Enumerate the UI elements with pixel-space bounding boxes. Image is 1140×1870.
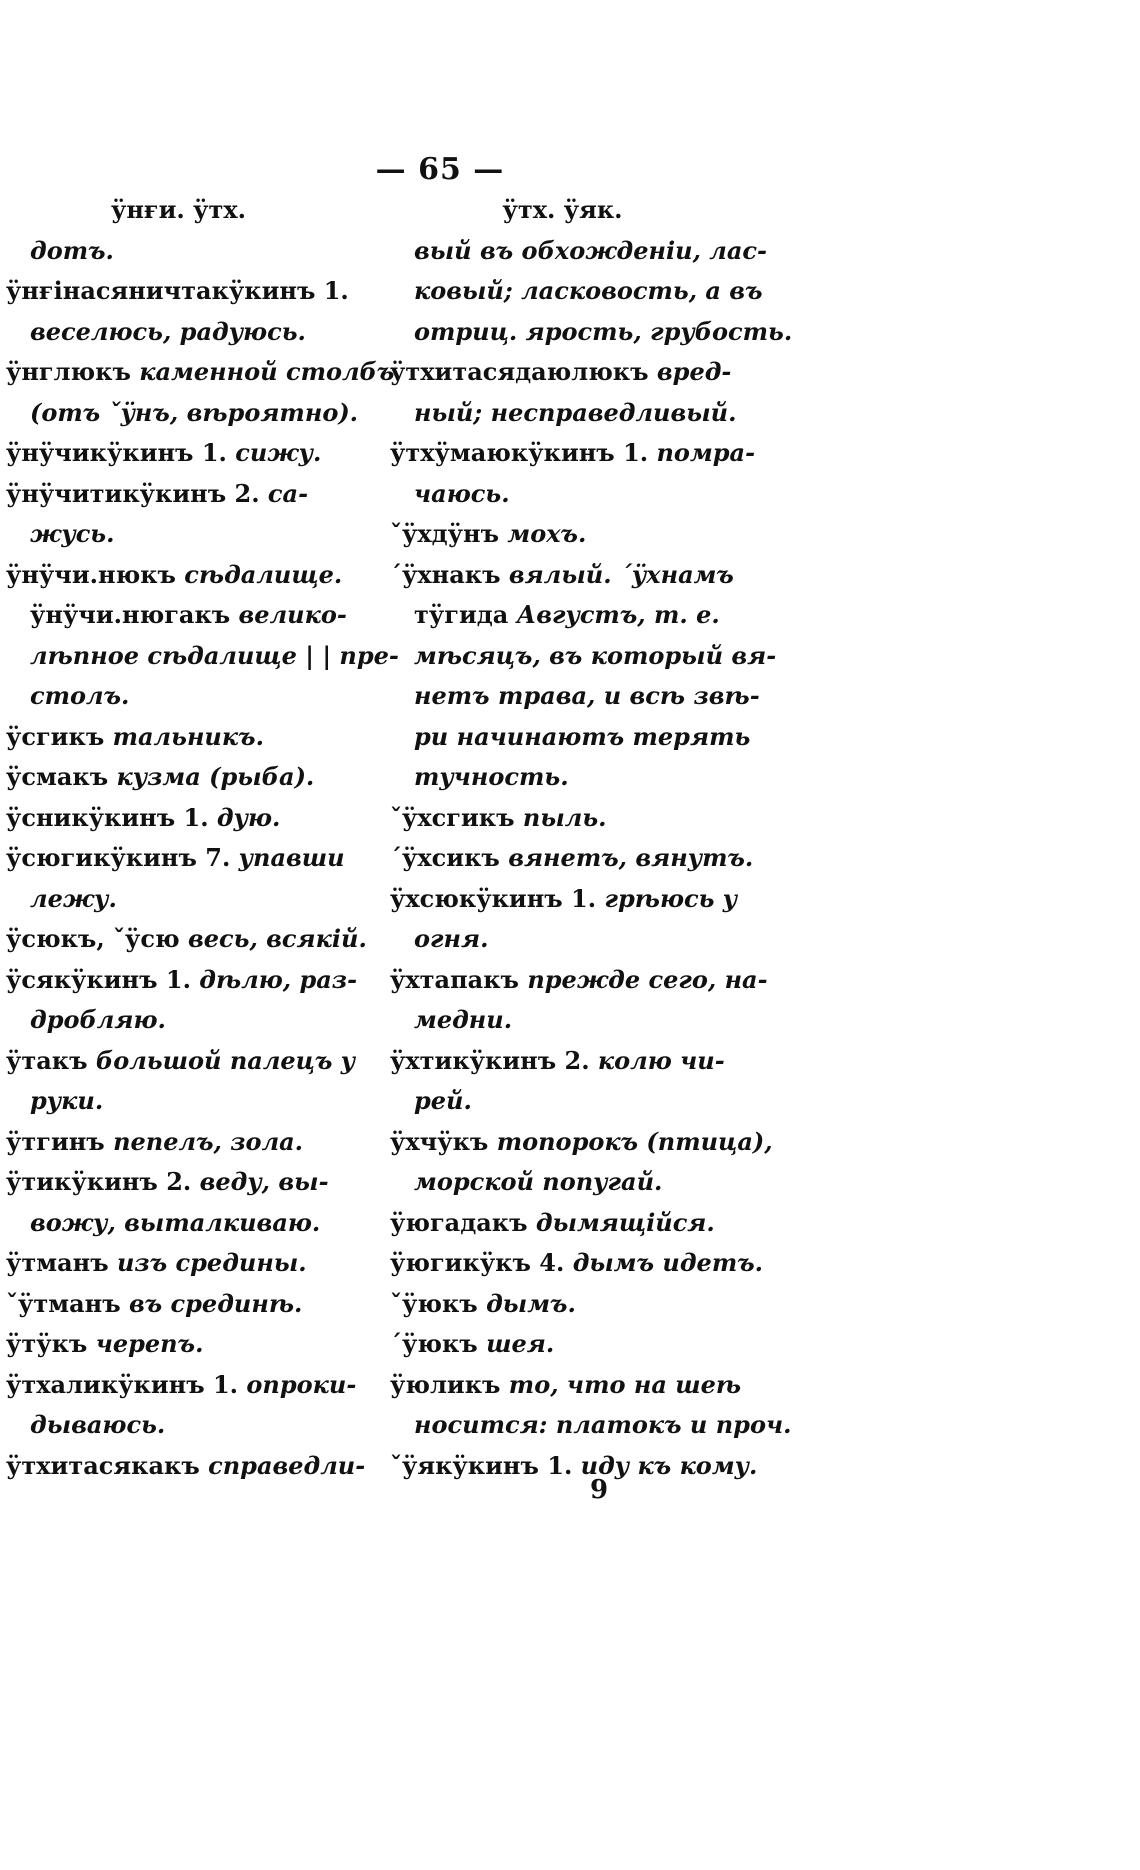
definition: Августъ, т. е. (516, 600, 720, 629)
headword: ӱтхитасякакъ (6, 1450, 209, 1480)
definition: то, что на шеѣ (508, 1369, 742, 1399)
entry-line (390, 555, 735, 596)
entry-line (6, 1324, 351, 1365)
entry-line (390, 231, 767, 272)
headword: ˇӱюкъ (390, 1288, 487, 1318)
definition: лѣпное сѣдалище | | пре- (30, 640, 399, 670)
headword: ˇӱякӱкинъ 1. (390, 1450, 581, 1480)
entry-line (390, 514, 735, 555)
definition: кузма (рыба). (116, 762, 315, 791)
definition: сижу. (235, 438, 322, 467)
headword: ӱхсюкӱкинъ 1. (390, 883, 605, 913)
entry-line (6, 555, 351, 596)
entry-line (6, 1081, 351, 1122)
entry-line (390, 676, 760, 717)
definition: мѣсяцъ, въ который вя- (414, 640, 777, 670)
signature-mark: 9 (590, 1475, 609, 1505)
entry-line (390, 1041, 735, 1082)
definition: вянетъ, вянутъ. (508, 843, 754, 872)
definition: дѣлю, раз- (199, 964, 358, 994)
entry-line (6, 271, 351, 312)
entry-line (6, 960, 358, 1001)
headword: ˊӱюкъ (390, 1329, 487, 1358)
headword: ˇӱхдӱнъ (390, 519, 508, 548)
headword: ӱтгинъ (6, 1126, 114, 1156)
headword: ˇӱтманъ (6, 1288, 129, 1318)
entry-line (390, 1405, 792, 1446)
entry-line (6, 393, 359, 434)
entry-line (6, 433, 351, 474)
definition: дымъ. (486, 1288, 576, 1318)
headword: ӱюгикӱкъ 4. (390, 1248, 573, 1277)
headword: ӱтикӱкинъ 2. (6, 1167, 200, 1196)
headword: ӱсюкъ, ˇӱсю (6, 924, 188, 953)
headword: ӱнӱчи.нюкъ (6, 559, 185, 589)
definition: медни. (414, 1005, 513, 1034)
entry-line (390, 1284, 735, 1325)
entry-line (390, 595, 735, 636)
page-number: — 65 — (375, 152, 505, 187)
entry-line (6, 838, 351, 879)
definition: тучность. (414, 762, 569, 791)
definition: велико- (238, 600, 347, 629)
headword: ӱтманъ (6, 1248, 117, 1277)
definition: весь, всякій. (187, 924, 367, 953)
entry-line (390, 838, 754, 879)
definition: чаюсь. (414, 478, 510, 508)
headword: ӱтӱкъ (6, 1329, 96, 1358)
definition: каменной столбъ (139, 357, 395, 386)
headword: ӱсюгикӱкинъ 7. (6, 843, 239, 872)
headword: ӱсникӱкинъ 1. (6, 802, 217, 832)
entry-line (6, 595, 351, 636)
definition: дываюсь. (30, 1410, 166, 1439)
definition: иду къ кому. (580, 1450, 758, 1480)
definition: рей. (414, 1086, 472, 1115)
entry-line (390, 1162, 735, 1203)
entry-line (390, 1081, 735, 1122)
headword: ˊӱхнакъ (390, 559, 509, 589)
entry-line (6, 1284, 351, 1325)
definition: огня. (414, 924, 489, 953)
headword: ӱнӱчитикӱкинъ 2. (6, 478, 268, 508)
definition: са- (267, 478, 309, 508)
entry-line (6, 514, 351, 555)
headword: ӱюликъ (390, 1369, 509, 1399)
definition: дробляю. (30, 1005, 166, 1034)
entry-line (390, 717, 751, 758)
right-column (390, 190, 793, 1486)
definition: ный; несправедливый. (414, 397, 737, 427)
definition: дымъ идетъ. (572, 1248, 764, 1277)
definition: мохъ. (507, 519, 587, 548)
definition: опроки- (246, 1369, 357, 1399)
entry-line (6, 352, 395, 393)
definition: веду, вы- (199, 1167, 329, 1196)
definition: лежу. (30, 883, 117, 913)
definition: дымящійся. (535, 1207, 715, 1237)
left-entries (6, 231, 399, 1487)
definition: дотъ. (30, 235, 114, 265)
right-column-header: ӱтх. ӱяк. (502, 195, 623, 224)
headword: ӱхтикӱкинъ 2. (390, 1045, 598, 1075)
entry-line (6, 676, 351, 717)
definition: руки. (30, 1086, 104, 1115)
entry-line (390, 919, 735, 960)
definition: шея. (486, 1329, 555, 1358)
entry-line (6, 1365, 357, 1406)
definition: прежде сего, на- (527, 964, 768, 994)
entry-line (6, 1000, 351, 1041)
entry-line (390, 474, 735, 515)
definition: отриц. ярость, грубость. (414, 316, 793, 346)
entry-line (6, 636, 399, 677)
definition: носится: платокъ и проч. (414, 1410, 792, 1439)
definition: грѣюсь у (604, 883, 738, 913)
headword: ӱтхаликӱкинъ 1. (6, 1369, 247, 1399)
headword: ӱсякӱкинъ 1. (6, 964, 200, 994)
definition: ри начинаютъ терять (414, 721, 751, 751)
definition: топорокъ (птица), (496, 1126, 773, 1156)
entry-line (390, 271, 763, 312)
headword: ˇӱхсгикъ (390, 802, 523, 832)
definition: морской попугай. (414, 1167, 663, 1196)
definition: пепелъ, зола. (113, 1126, 304, 1156)
entry-line (390, 1365, 742, 1406)
definition: изъ средины. (116, 1248, 307, 1277)
entry-line (390, 1446, 758, 1487)
entry-line (390, 879, 738, 920)
definition: вялый. ˊӱхнамъ (508, 559, 734, 589)
definition: вожу, выталкиваю. (30, 1207, 321, 1237)
headword: ӱхтапакъ (390, 964, 528, 994)
entry-line (390, 1324, 735, 1365)
headword: ӱнӱчи.нюгакъ (30, 600, 239, 629)
entry-line (6, 1243, 351, 1284)
headword: ӱюгадакъ (390, 1207, 536, 1237)
entry-line (390, 1203, 735, 1244)
definition: вред- (656, 357, 732, 386)
definition: жусь. (30, 519, 115, 548)
left-column (6, 190, 399, 1486)
entry-line (390, 960, 768, 1001)
entry-line (6, 798, 351, 839)
entry-line (6, 879, 351, 920)
definition: упавши (238, 843, 345, 872)
definition: въ срединѣ. (128, 1288, 303, 1318)
definition: нетъ трава, и всѣ звѣ- (414, 681, 760, 710)
entry-line (6, 1203, 351, 1244)
headword: ӱсмакъ (6, 762, 117, 791)
definition: вый въ обхожденіи, лас- (414, 235, 767, 265)
entry-line (390, 312, 793, 353)
headword: ӱсгикъ (6, 721, 113, 751)
entry-line (6, 1041, 356, 1082)
definition: пыль. (522, 802, 607, 832)
entry-line (390, 1122, 773, 1163)
definition: (отъ ˇӱнъ, вѣроятно). (30, 397, 359, 427)
definition: справедли- (208, 1450, 366, 1480)
entry-line (390, 636, 777, 677)
entry-line (6, 1122, 351, 1163)
entry-line (6, 231, 351, 272)
entry-line (390, 393, 735, 434)
entry-line (390, 1000, 735, 1041)
entry-line (6, 1162, 351, 1203)
headword: ӱнғінасяничтакӱкинъ 1. (6, 276, 349, 305)
definition: веселюсь, радуюсь. (30, 316, 306, 346)
definition: дую. (216, 802, 281, 832)
entry-line (390, 1243, 764, 1284)
entry-line (390, 757, 735, 798)
headword: ӱтхитасядаюлюкъ (390, 357, 657, 386)
entry-line (6, 312, 351, 353)
headword: ӱтхӱмаюкӱкинъ 1. (390, 438, 657, 467)
definition: черепъ. (95, 1329, 204, 1358)
headword: ӱнӱчикӱкинъ 1. (6, 438, 236, 467)
entry-line (6, 1405, 351, 1446)
headword: ӱхчӱкъ (390, 1126, 497, 1156)
entry-line (6, 919, 367, 960)
entry-line (6, 1446, 366, 1487)
entry-line (6, 757, 351, 798)
entry-line (390, 352, 735, 393)
right-entries (390, 231, 793, 1487)
headword: ӱнглюкъ (6, 357, 140, 386)
entry-line (6, 474, 351, 515)
headword: ˊӱхсикъ (390, 843, 509, 872)
left-column-header: ӱнғи. ӱтх. (110, 195, 247, 224)
entry-line (390, 433, 756, 474)
headword: ӱтакъ (6, 1045, 96, 1075)
definition: сѣдалище. (184, 559, 343, 589)
definition: ковый; ласковость, а въ (414, 276, 763, 305)
entry-line (6, 717, 351, 758)
definition: помра- (656, 438, 756, 467)
definition: большой палецъ у (95, 1045, 356, 1075)
definition: столъ. (30, 681, 130, 710)
definition: тальникъ. (112, 721, 264, 751)
headword: тӱгида (414, 600, 517, 629)
definition: колю чи- (597, 1045, 725, 1075)
entry-line (390, 798, 735, 839)
